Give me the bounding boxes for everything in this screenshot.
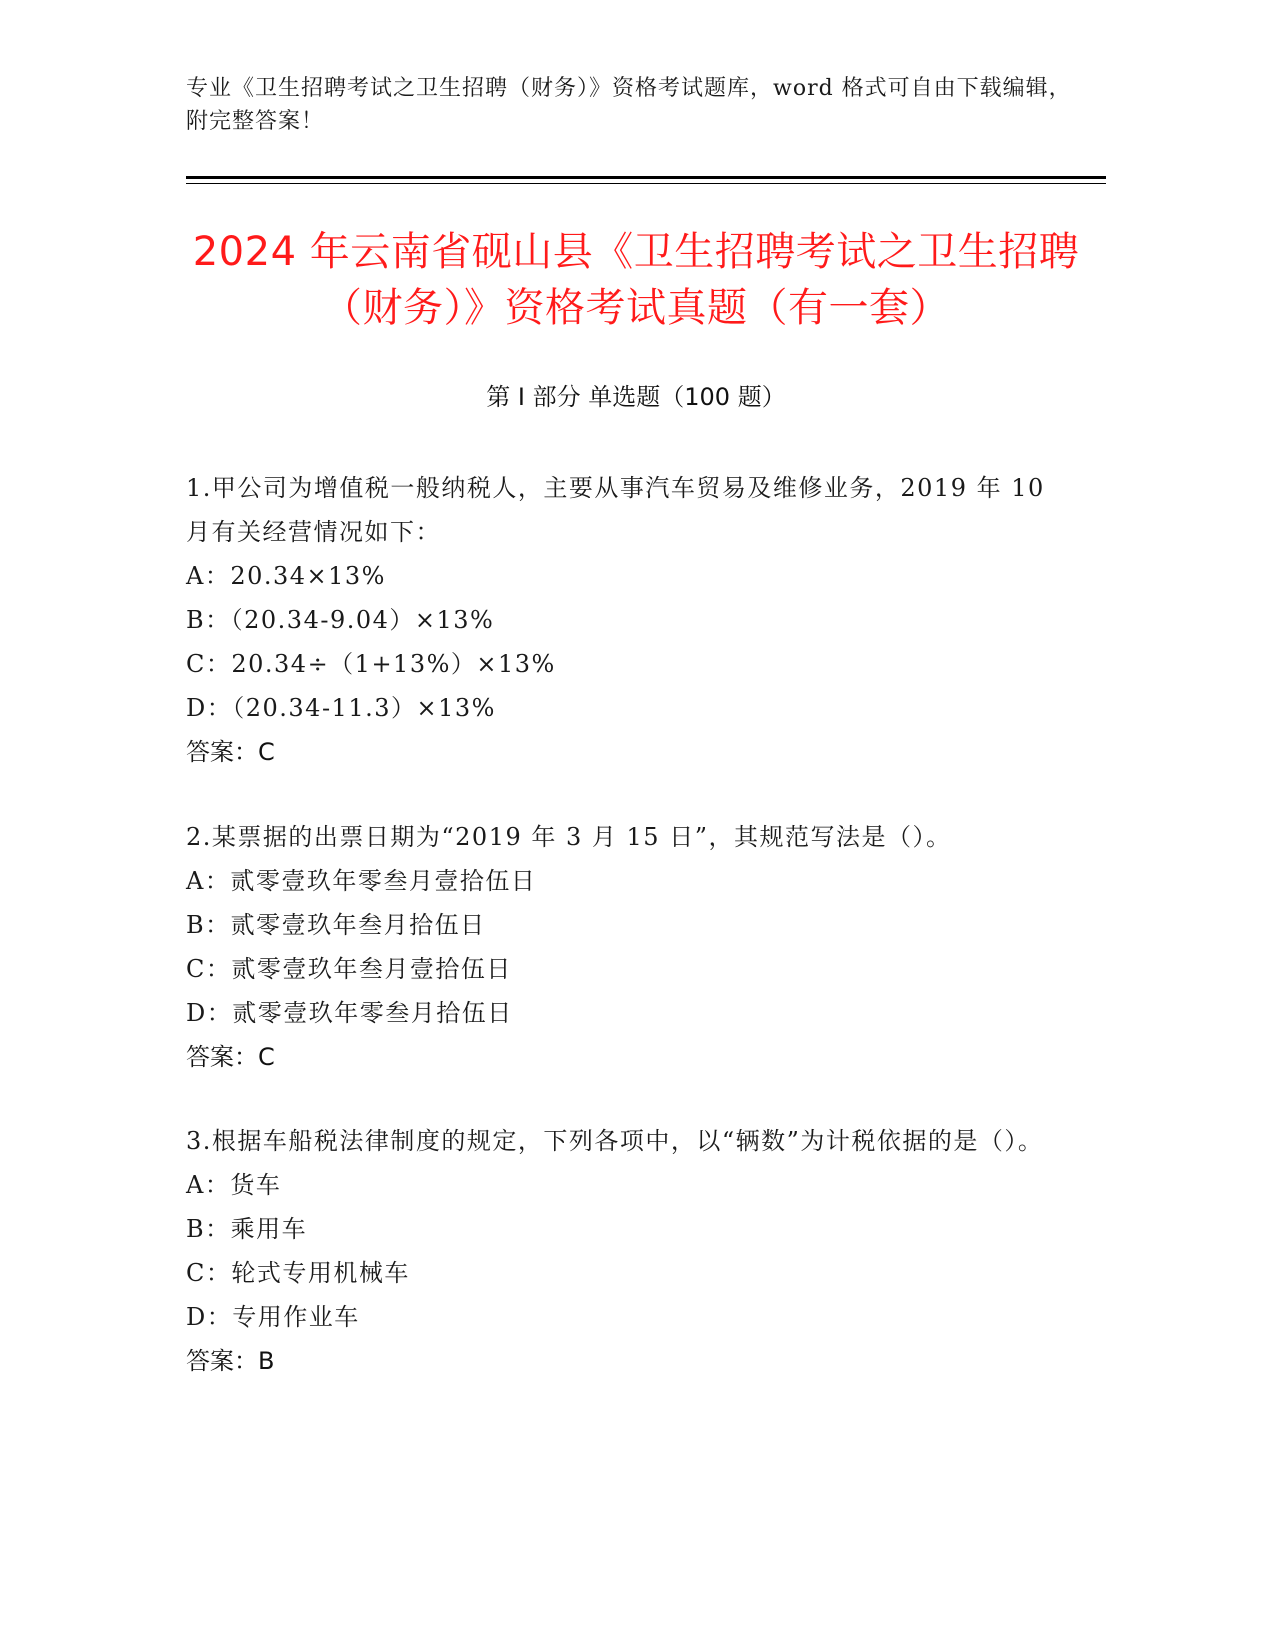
option-d: D：贰零壹玖年零叁月拾伍日 [186, 999, 513, 1027]
option-a: A：货车 [186, 1171, 282, 1199]
document-title: 2024 年云南省砚山县《卫生招聘考试之卫生招聘（财务）》资格考试真题（有一套） [192, 229, 1080, 331]
question-stem: 2.某票据的出票日期为“2019 年 3 月 15 日”，其规范写法是（）。 [186, 823, 952, 851]
question-1 [186, 466, 1046, 774]
option-c: C：贰零壹玖年叁月壹拾伍日 [186, 955, 512, 983]
question-stem: 3.根据车船税法律制度的规定，下列各项中，以“辆数”为计税依据的是（）。 [186, 1127, 1044, 1155]
option-c: C：20.34÷（1+13%）×13% [186, 650, 556, 678]
header-rule-thick [186, 176, 1106, 179]
option-b: B：贰零壹玖年叁月拾伍日 [186, 911, 486, 939]
question-stem: 1.甲公司为增值税一般纳税人，主要从事汽车贸易及维修业务，2019 年 10 月有关经营情况如下： [186, 474, 1045, 546]
question-3 [186, 1119, 1046, 1383]
option-c: C：轮式专用机械车 [186, 1259, 410, 1287]
option-d: D：（20.34-11.3）×13% [186, 694, 496, 722]
option-b: B：乘用车 [186, 1215, 308, 1243]
option-a: A：贰零壹玖年零叁月壹拾伍日 [186, 867, 537, 895]
section-heading: 第 I 部分 单选题（100 题） [486, 383, 786, 411]
option-a: A：20.34×13% [186, 562, 386, 590]
header-rule-thin [186, 183, 1106, 184]
answer-line: 答案：B [186, 1347, 275, 1375]
option-d: D：专用作业车 [186, 1303, 360, 1331]
answer-line: 答案：C [186, 1043, 275, 1071]
answer-line: 答案：C [186, 738, 275, 766]
question-2 [186, 815, 1046, 1079]
option-b: B：（20.34-9.04）×13% [186, 606, 495, 634]
header-note: 专业《卫生招聘考试之卫生招聘（财务）》资格考试题库，word 格式可自由下载编辑，附完整答案！ [186, 76, 1072, 134]
